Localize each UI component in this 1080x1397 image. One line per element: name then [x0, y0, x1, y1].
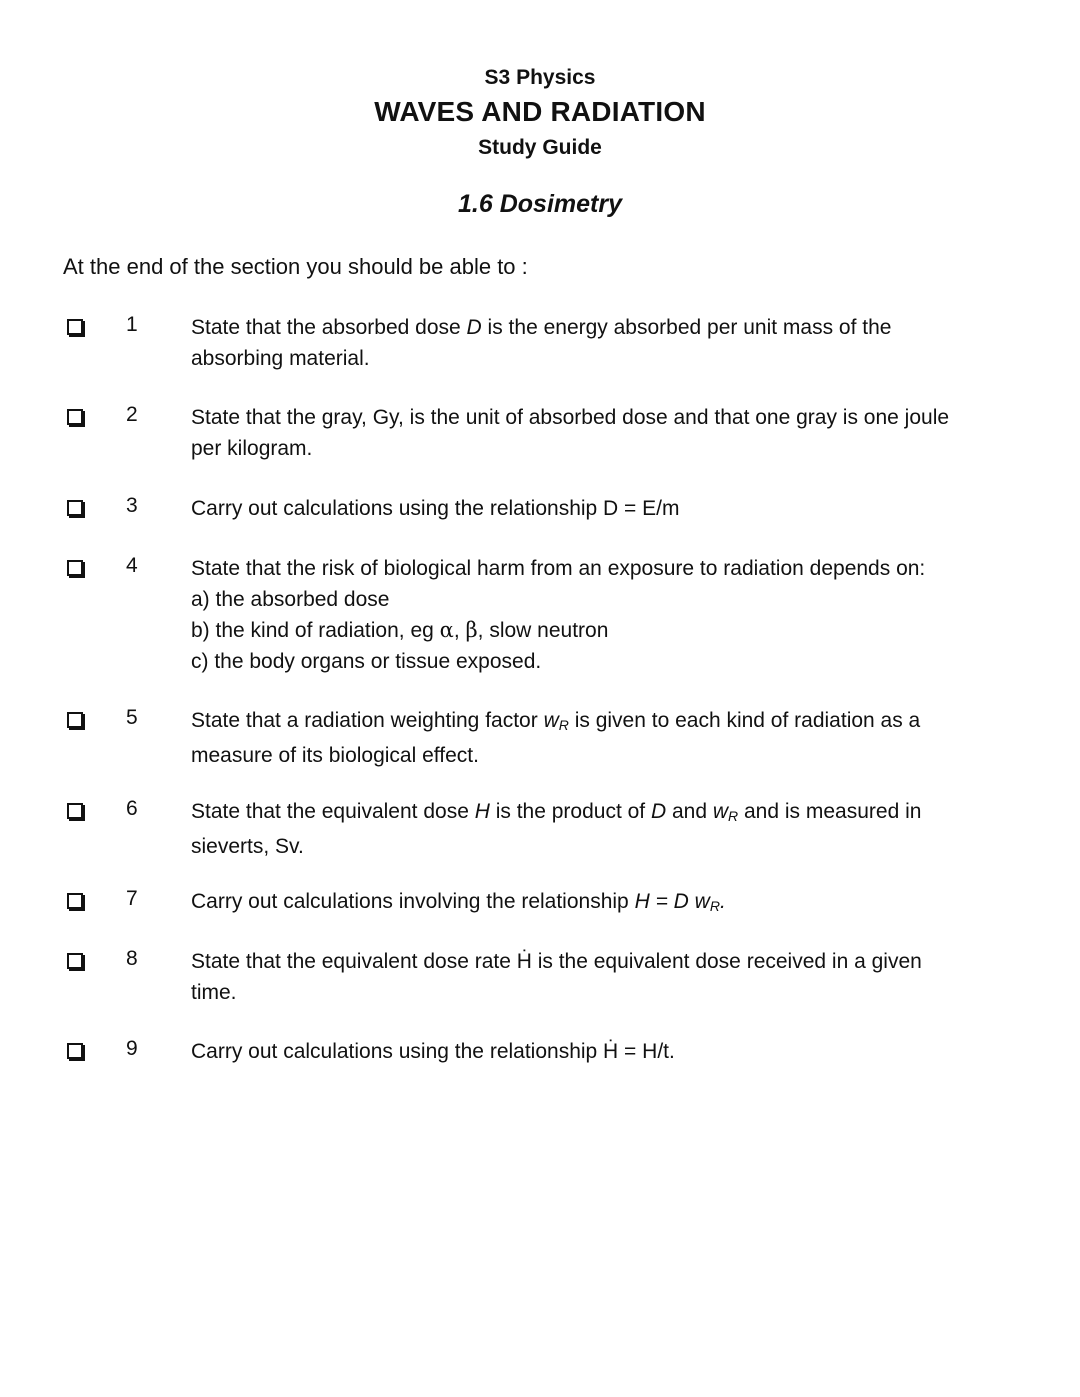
text-part: State that a radiation weighting factor: [191, 709, 544, 732]
text-part: State that the absorbed dose: [191, 316, 467, 339]
text-part: .: [719, 890, 726, 913]
item-number: 7: [126, 887, 138, 910]
checkbox-icon[interactable]: [67, 893, 83, 909]
item-number: 3: [126, 494, 138, 517]
text-part: and: [666, 800, 713, 823]
subscript: R: [709, 898, 720, 914]
checkbox-icon[interactable]: [67, 560, 83, 576]
item-text: [191, 554, 1031, 677]
text-line: State that the risk of biological harm from an exposure to radiation depends on:: [191, 557, 926, 580]
subscript: R: [728, 808, 739, 824]
intro-text: At the end of the section you should be able to :: [63, 254, 528, 279]
document-subtitle: Study Guide: [478, 136, 602, 159]
text-part: ,: [453, 619, 466, 642]
text-line: time.: [191, 980, 237, 1004]
checkbox-icon[interactable]: [67, 319, 83, 335]
text-part: is the product of: [489, 800, 651, 823]
text-line: Carry out calculations using the relationship Ḣ = H/t.: [191, 1040, 675, 1063]
beta-symbol: β: [465, 618, 478, 642]
text-line: per kilogram.: [191, 436, 313, 460]
item-number: 6: [126, 797, 138, 820]
document-title: WAVES AND RADIATION: [374, 96, 706, 127]
item-text: [191, 313, 1031, 374]
item-text: [191, 403, 1031, 464]
text-part: is the energy absorbed per unit mass of the: [481, 316, 892, 339]
item-text: [191, 706, 1031, 771]
subject-heading: S3 Physics: [484, 66, 596, 89]
item-text: [191, 494, 1031, 525]
item-text: [191, 1037, 1031, 1068]
variable: H: [474, 800, 490, 823]
text-line: State that the gray, Gy, is the unit of absorbed dose and that one gray is one joule: [191, 406, 950, 429]
item-number: 9: [126, 1037, 138, 1060]
formula: H = D w: [634, 890, 710, 913]
sub-point-c: c) the body organs or tissue exposed.: [191, 649, 542, 673]
text-line: State that the equivalent dose rate Ḣ is the equivalent dose received in a given: [191, 950, 922, 973]
variable: D: [466, 316, 482, 339]
section-heading: 1.6 Dosimetry: [458, 190, 622, 218]
sub-point-b: [191, 615, 1031, 647]
checkbox-icon[interactable]: [67, 1043, 83, 1059]
subscript: R: [558, 717, 569, 733]
text-part: b) the kind of radiation, eg: [191, 619, 440, 642]
text-part: State that the equivalent dose: [191, 800, 475, 823]
text-line: sieverts, Sv.: [191, 834, 304, 858]
text-part: is given to each kind of radiation as a: [568, 709, 921, 732]
text-line: absorbing material.: [191, 346, 370, 370]
checkbox-icon[interactable]: [67, 953, 83, 969]
text-line: measure of its biological effect.: [191, 743, 479, 767]
item-number: 2: [126, 403, 138, 426]
variable: D: [650, 800, 667, 823]
item-text: [191, 947, 1031, 1008]
variable: w: [712, 800, 729, 823]
item-text: [191, 797, 1031, 862]
item-number: 5: [126, 706, 138, 729]
item-number: 8: [126, 947, 138, 970]
text-part: , slow neutron: [477, 619, 609, 642]
text-part: Carry out calculations involving the relationship: [191, 890, 635, 913]
item-number: 4: [126, 554, 138, 577]
checkbox-icon[interactable]: [67, 712, 83, 728]
sub-point-a: a) the absorbed dose: [191, 587, 390, 611]
checkbox-icon[interactable]: [67, 409, 83, 425]
checkbox-icon[interactable]: [67, 803, 83, 819]
text-line: Carry out calculations using the relationship D = E/m: [191, 497, 680, 520]
item-text: [191, 887, 1031, 922]
checkbox-icon[interactable]: [67, 500, 83, 516]
alpha-symbol: α: [439, 618, 454, 642]
text-part: and is measured in: [738, 800, 922, 823]
variable: w: [543, 709, 559, 732]
item-number: 1: [126, 313, 138, 336]
